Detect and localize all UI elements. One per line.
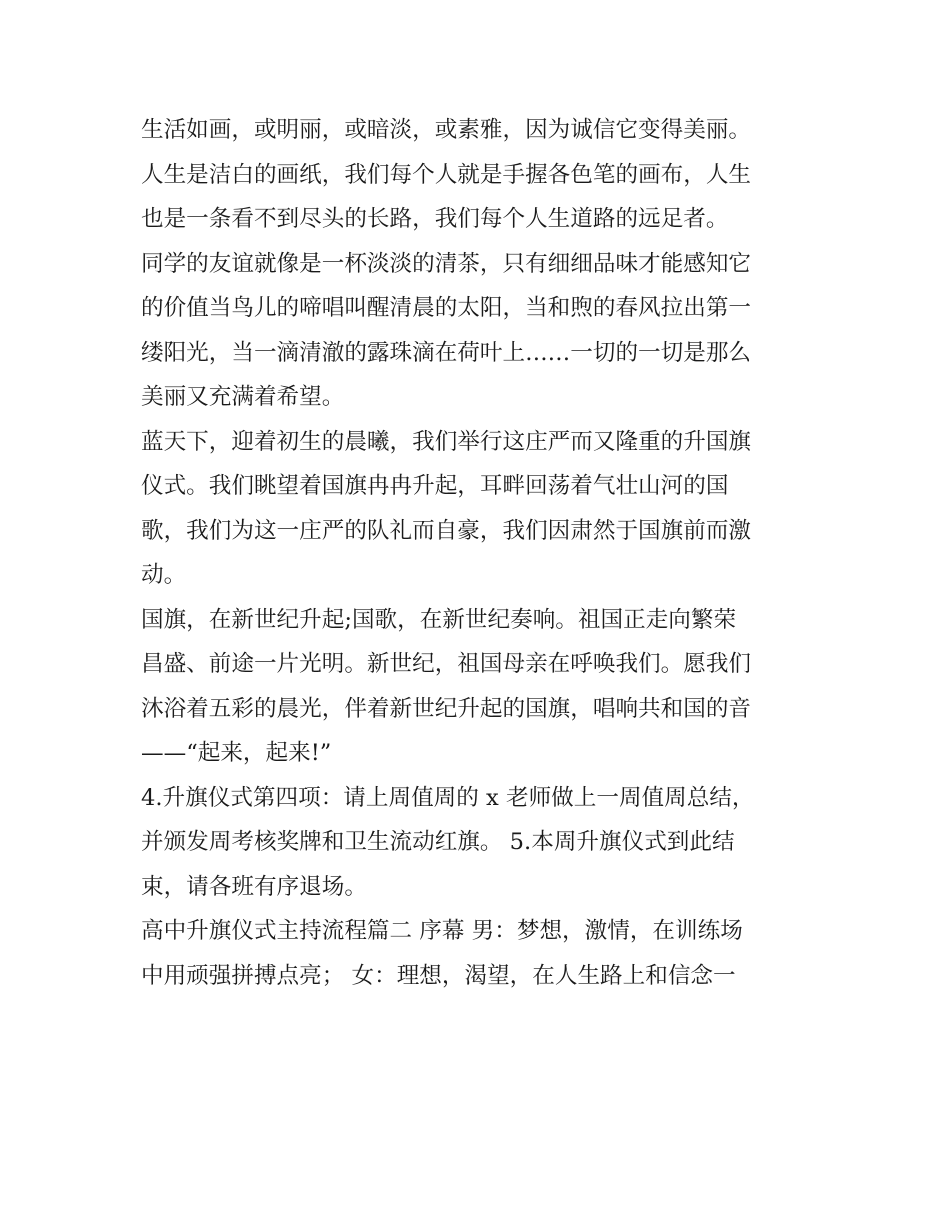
text-line: 蓝天下，迎着初生的晨曦，我们举行这庄严而又隆重的升国旗 bbox=[141, 428, 752, 455]
text-line: 也是一条看不到尽头的长路，我们每个人生道路的远足者。 bbox=[141, 206, 729, 232]
document-body bbox=[141, 108, 821, 998]
text-line: 美丽又充满着希望。 bbox=[141, 384, 345, 410]
text-line: 缕阳光，当一滴清澈的露珠滴在荷叶上……一切的一切是那么 bbox=[141, 339, 752, 366]
text-line: 歌，我们为这一庄严的队礼而自豪，我们因肃然于国旗前而激 bbox=[141, 517, 752, 544]
text-line: 中用顽强拼搏点亮； 女：理想，渴望，在人生路上和信念一 bbox=[141, 962, 736, 989]
text-line: 仪式。我们眺望着国旗冉冉升起，耳畔回荡着气壮山河的国 bbox=[141, 473, 729, 499]
text-line: 国旗，在新世纪升起;国歌，在新世纪奏响。祖国正走向繁荣 bbox=[141, 606, 737, 633]
text-line: 的价值当鸟儿的啼唱叫醒清晨的太阳，当和煦的春风拉出第一 bbox=[141, 295, 752, 321]
text-line: 4.升旗仪式第四项：请上周值周的 x 老师做上一周值周总结， bbox=[141, 784, 755, 811]
text-line: 沐浴着五彩的晨光，伴着新世纪升起的国旗，唱响共和国的音 bbox=[141, 695, 752, 722]
text-line: 生活如画，或明丽，或暗淡，或素雅，因为诚信它变得美丽。 bbox=[141, 117, 752, 143]
text-line: 人生是洁白的画纸，我们每个人就是手握各色笔的画布，人生 bbox=[141, 161, 752, 188]
text-line: 同学的友谊就像是一杯淡淡的清茶，只有细细品味才能感知它 bbox=[141, 250, 752, 277]
text-line: 动。 bbox=[141, 562, 187, 588]
text-line: 并颁发周考核奖牌和卫生流动红旗。 5.本周升旗仪式到此结 bbox=[141, 829, 735, 855]
text-line: 昌盛、前途一片光明。新世纪，祖国母亲在呼唤我们。愿我们 bbox=[141, 651, 752, 677]
text-line: 束，请各班有序退场。 bbox=[141, 873, 367, 900]
text-line: 高中升旗仪式主持流程篇二 序幕 男：梦想，激情，在训练场 bbox=[141, 918, 743, 944]
text-line: ——“起来，起来!” bbox=[141, 740, 332, 766]
